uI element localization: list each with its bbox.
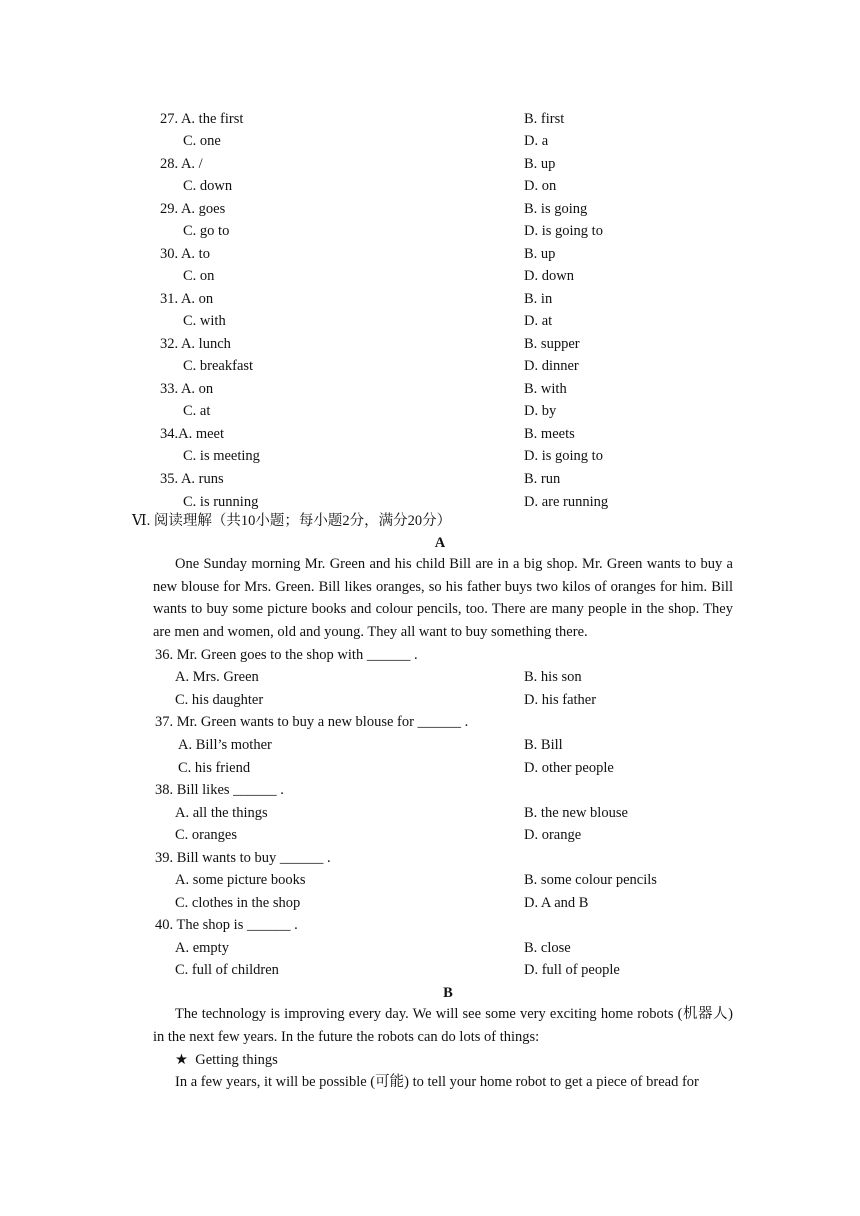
option-27-a: 27. A. the first [160,111,244,127]
option-32-a: 32. A. lunch [160,336,231,352]
option-33-a: 33. A. on [160,381,214,397]
option-29-c: C. go to [183,223,230,239]
option-32-b: B. supper [524,336,580,352]
question-40-stem: 40. The shop is ______ . [155,917,298,933]
question-38-b: B. the new blouse [524,805,628,821]
option-29-b: B. is going [524,201,588,217]
option-28-c: C. down [183,178,233,194]
option-34-c: C. is meeting [183,448,260,464]
option-35-a: 35. A. runs [160,471,224,487]
option-29-d: D. is going to [524,223,603,239]
option-30-b: B. up [524,246,556,262]
question-39-d: D. A and B [524,895,589,911]
question-37-a: A. Bill’s mother [178,737,272,753]
option-31-a: 31. A. on [160,291,214,307]
question-38-a: A. all the things [175,805,268,821]
option-28-a: 28. A. / [160,156,203,172]
question-37-stem: 37. Mr. Green wants to buy a new blouse for ______ . [155,714,469,730]
section-heading: Ⅵ. 阅读理解（共10小题；每小题2分，满分20分） [132,513,452,529]
option-28-d: D. on [524,178,557,194]
question-39-b: B. some colour pencils [524,872,657,888]
passage-b-text: In a few years, it will be possible (可能) to tell your home robot to get a piece of bread for [175,1074,699,1090]
question-36-d: D. his father [524,692,597,708]
question-37-b: B. Bill [524,737,563,753]
option-33-b: B. with [524,381,567,397]
question-39-c: C. clothes in the shop [175,895,301,911]
passage-a-text: One Sunday morning Mr. Green and his child Bill are in a big shop. Mr. Green wants to buy a new blouse for Mrs. Green. Bill likes oranges, so his father buys two kilos of oranges for him. Bill wants to buy some picture books and colour pencils, too. There are many people in the shop. They are men and women, old and young. They all want to buy something there. [153,556,733,640]
option-34-d: D. is going to [524,448,603,464]
option-27-d: D. a [524,133,549,149]
question-36-c: C. his daughter [175,692,264,708]
question-37-c: C. his friend [178,760,251,776]
option-27-c: C. one [183,133,221,149]
passage-b-intro: The technology is improving every day. We will see some very exciting home robots (机器人) in the next few years. In the future the robots can do lots of things: [153,1006,733,1045]
option-32-c: C. breakfast [183,358,254,374]
option-27-b: B. first [524,111,565,127]
option-34-a: 34.A. meet [160,426,225,442]
option-31-d: D. at [524,313,553,329]
question-40-d: D. full of people [524,962,620,978]
bullet-getting-things: ★ Getting things [175,1052,278,1068]
passage-a-label: A [434,535,446,551]
passage-b-label: B [443,985,453,1001]
option-33-c: C. at [183,403,211,419]
option-30-d: D. down [524,268,574,284]
option-30-a: 30. A. to [160,246,210,262]
option-31-b: B. in [524,291,553,307]
option-30-c: C. on [183,268,215,284]
question-39-a: A. some picture books [175,872,306,888]
question-36-b: B. his son [524,669,582,685]
option-31-c: C. with [183,313,226,329]
option-35-c: C. is running [183,494,259,510]
question-40-b: B. close [524,940,571,956]
option-35-b: B. run [524,471,561,487]
question-38-stem: 38. Bill likes ______ . [155,782,284,798]
question-36-a: A. Mrs. Green [175,669,259,685]
question-38-c: C. oranges [175,827,238,843]
question-38-d: D. orange [524,827,582,843]
question-36-stem: 36. Mr. Green goes to the shop with ______ . [155,647,418,663]
question-37-d: D. other people [524,760,614,776]
question-40-c: C. full of children [175,962,279,978]
question-39-stem: 39. Bill wants to buy ______ . [155,850,331,866]
option-32-d: D. dinner [524,358,579,374]
option-34-b: B. meets [524,426,575,442]
option-35-d: D. are running [524,494,609,510]
option-29-a: 29. A. goes [160,201,226,217]
option-33-d: D. by [524,403,557,419]
option-28-b: B. up [524,156,556,172]
question-40-a: A. empty [175,940,229,956]
